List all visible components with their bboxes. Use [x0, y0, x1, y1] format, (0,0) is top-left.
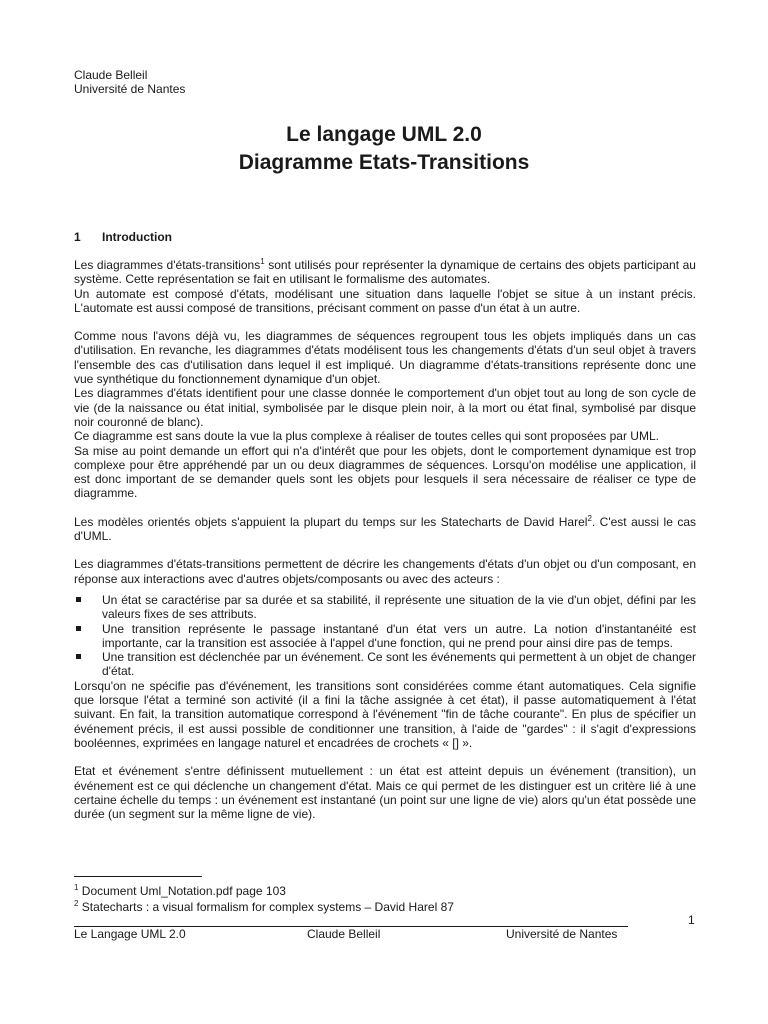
list-item — [74, 593, 696, 622]
document-title — [74, 121, 694, 177]
footer-document-title: Le Langage UML 2.0 — [74, 927, 186, 941]
paragraph-1-text-a: Les diagrammes d'états-transitions — [74, 258, 261, 272]
title-line-1: Le langage UML 2.0 — [286, 123, 482, 146]
bullet-list — [74, 593, 696, 679]
section-heading — [74, 230, 172, 244]
paragraph-4: Les diagrammes d'états identifient pour une classe donnée le comportement d'un objet tout au long de son cycle de vie (de la naissance ou état initial, symbolisée par le disque plein noir, à la mort ou état final, symbolisé par disque noir couronné de blanc). — [74, 386, 696, 429]
paragraph-5: Ce diagramme est sans doute la vue la plus complexe à réaliser de toutes celles qui sont proposées par UML. — [74, 429, 659, 444]
square-bullet-icon — [76, 654, 81, 659]
section-number: 1 — [74, 230, 81, 244]
body-content — [74, 258, 696, 821]
section-title: Introduction — [102, 230, 172, 244]
paragraph-9: Lorsqu'on ne spécifie pas d'événement, les transitions sont considérées comme étant automatiques. Cela signifie que lorsque l'état a terminé son activité (il a fini la tâche assignée à cet état), il passe automatiquement à l'état suivant. En fait, la transition automatique correspond à l'événement "fin de tâche courante". En plus de spécifier un événement précis, il est aussi possible de conditionner une transition, à l'aide de "gardes" : il s'agit d'expressions booléennes, exprimées en langage naturel et encadrées de crochets « [] ». — [74, 678, 696, 750]
footnote-1-mark: 1 — [74, 883, 79, 892]
paragraph-7-text-b: . C'est aussi le cas d'UML. — [74, 514, 696, 544]
page-number: 1 — [688, 913, 695, 927]
footer-author: Claude Belleil — [307, 927, 381, 941]
paragraph-3: Comme nous l'avons déjà vu, les diagrammes de séquences regroupent tous les objets impliqués dans un cas d'utilisation. En revanche, les diagrammes d'états modélisent tous les changements d'états d'un seul objet à travers l'ensemble des cas d'utilisation dans lequel il est impliqué. Un diagramme d'états-transitions représente donc une vue synthétique du fonctionnement dynamique d'un objet. — [74, 329, 696, 387]
list-item — [74, 650, 696, 679]
author-name: Claude Belleil — [74, 68, 148, 82]
footnotes — [74, 883, 454, 915]
footnote-1-text: Document Uml_Notation.pdf page 103 — [78, 884, 286, 898]
paragraph-1 — [74, 258, 696, 287]
list-item-text: Un état se caractérise par sa durée et sa stabilité, il représente une situation de la vie d'un objet, défini par les valeurs fixes de ses attributs. — [102, 592, 696, 622]
author-institution: Université de Nantes — [74, 82, 186, 96]
paragraph-6: Sa mise au point demande un effort qui n'a d'intérêt que pour les objets, dont le comportement dynamique est trop complexe pour être appréhendé par un ou deux diagrammes de séquences. Lorsqu'on modélise une application, il est donc important de se demander quels sont les objets pour lesquels il sera nécessaire de réaliser ce type de diagramme. — [74, 443, 696, 501]
footnote-2-mark: 2 — [74, 899, 79, 908]
square-bullet-icon — [76, 597, 81, 602]
author-block — [74, 68, 185, 96]
footnote-2 — [74, 899, 454, 915]
footnote-1 — [74, 883, 454, 899]
footnote-divider — [74, 876, 202, 877]
list-item-text: Une transition représente le passage instantané d'un état vers un autre. La notion d'instantanéité est importante, car la transition est associée à l'appel d'une fonction, qui ne prend pour ainsi dire pas de temps. — [102, 621, 696, 650]
square-bullet-icon — [76, 626, 81, 631]
paragraph-7-text-a: Les modèles orientés objets s'appuient la plupart du temps sur les Statecharts de David Harel — [74, 514, 588, 529]
paragraph-7 — [74, 515, 696, 544]
footnote-ref-1[interactable]: 1 — [260, 257, 265, 266]
footnote-ref-2[interactable]: 2 — [587, 513, 592, 523]
list-item-text: Une transition est déclenchée par un événement. Ce sont les événements qui permettent à un objet de changer d'état. — [102, 650, 696, 679]
paragraph-8: Les diagrammes d'états-transitions permettent de décrire les changements d'états d'un objet ou d'un composant, en réponse aux interactions avec d'autres objets/composants ou avec des acteurs : — [74, 557, 696, 586]
list-item — [74, 622, 696, 651]
title-line-2: Diagramme Etats-Transitions — [238, 151, 530, 174]
footnote-2-text: Statecharts : a visual formalism for complex systems – David Harel 87 — [78, 900, 454, 914]
paragraph-2: Un automate est composé d'états, modélisant une situation dans laquelle l'objet se situe à un instant précis. L'automate est aussi composé de transitions, précisant comment on passe d'un état à un autre. — [74, 286, 696, 315]
paragraph-1-text-b: sont utilisés pour représenter la dynamique de certains des objets participant au système. Cette représentation se fait en utilisant le formalisme des automates. — [74, 258, 696, 287]
paragraph-10: Etat et événement s'entre définissent mutuellement : un état est atteint depuis un événement (transition), un événement est ce qui déclenche un changement d'état. Mais ce qui permet de les distinguer est un critère lié à une certaine échelle du temps : un événement est instantané (un point sur une ligne de vie) alors qu'un état possède une durée (un segment sur la même ligne de vie). — [74, 764, 696, 822]
footer-institution: Université de Nantes — [506, 927, 618, 941]
